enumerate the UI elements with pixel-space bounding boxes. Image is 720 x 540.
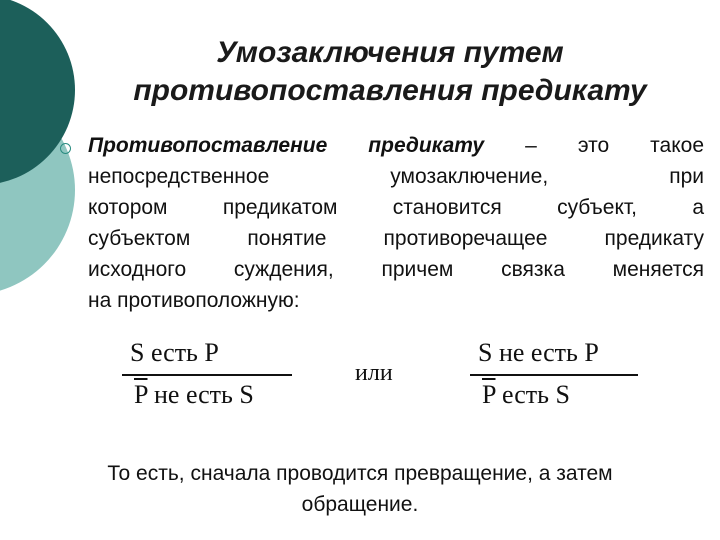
para-line-1-rest: – это такое (484, 134, 705, 157)
para-line-3: котором предикатом становится субъект, а (88, 196, 704, 219)
formula-affirmative (122, 338, 302, 418)
formula-negative (470, 338, 645, 418)
slide-title (90, 34, 690, 110)
para-line-6: на противоположную: (88, 289, 300, 312)
formula2-divider (470, 374, 638, 376)
para-line-4: субъектом понятие противоречащее предикату (88, 227, 704, 250)
formula1-premise: S есть P (130, 338, 219, 367)
title-line-1: Умозаключения путем (216, 36, 564, 69)
formula2-non-p: $\overline{P}$ (482, 380, 496, 409)
definition-paragraph (88, 130, 704, 316)
bullet-circle-icon (60, 143, 71, 154)
or-connector: или (355, 360, 393, 386)
para-line-5: исходного суждения, причем связка меняется (88, 258, 704, 281)
defined-term: Противопоставление предикату (88, 134, 485, 157)
para-line-1 (88, 130, 704, 161)
formula1-conclusion (134, 380, 254, 410)
footer-note (20, 458, 700, 520)
para-line-2: непосредственное умозаключение, при (88, 165, 704, 188)
footer-line-1: То есть, сначала проводится превращение, а затем (107, 462, 613, 485)
formula2-premise: S не есть P (478, 338, 599, 367)
formula1-non-p: $\overline{P}$ (134, 380, 148, 409)
formula1-conclusion-rest: не есть S (147, 380, 254, 409)
title-line-2: противопоставления предикату (133, 74, 647, 107)
formula2-conclusion-rest: есть S (495, 380, 570, 409)
footer-line-2: обращение. (301, 493, 419, 516)
formula1-divider (122, 374, 292, 376)
formula2-conclusion (482, 380, 570, 410)
